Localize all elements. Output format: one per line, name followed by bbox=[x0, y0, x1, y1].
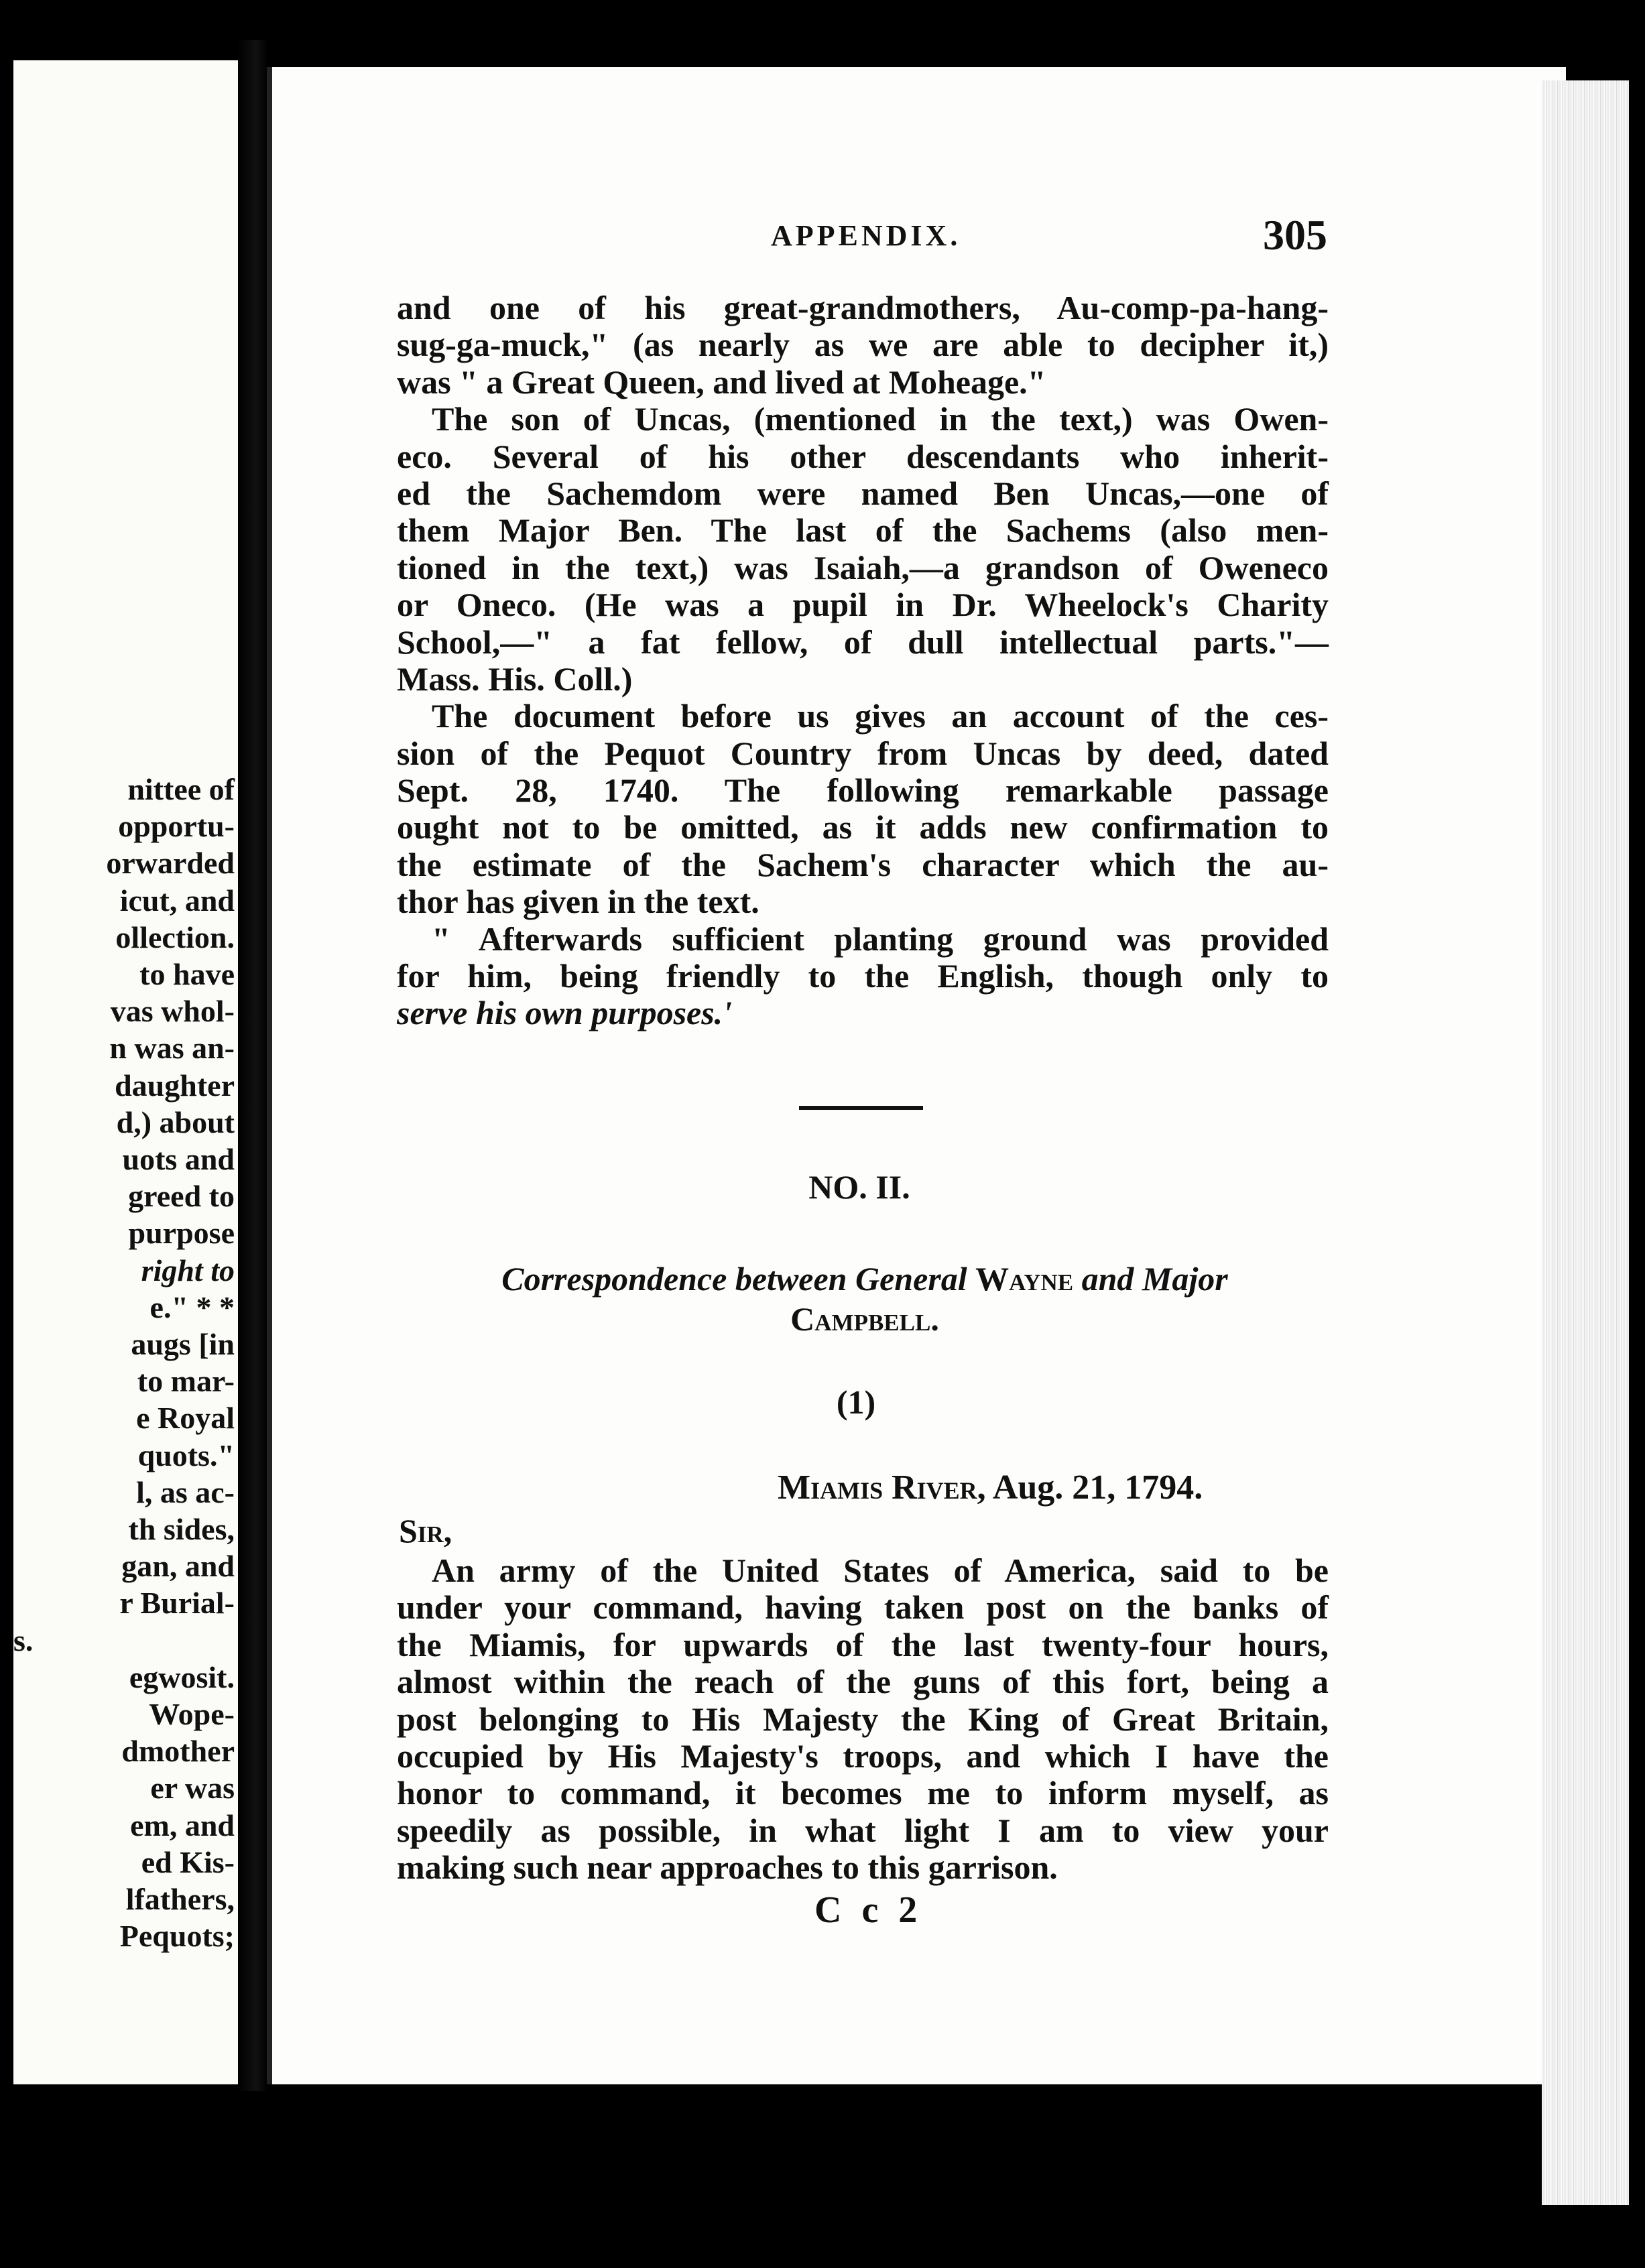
previous-page-line: right to bbox=[141, 1253, 235, 1287]
previous-page-line: icut, and bbox=[119, 883, 235, 918]
letter-line: speedily as possible, in what light I am to view your bbox=[397, 1811, 1329, 1849]
quote-line: for him, being friendly to the English, though only to bbox=[397, 957, 1329, 995]
previous-page-line: gan, and bbox=[121, 1549, 235, 1584]
previous-page-line: ollection. bbox=[115, 920, 235, 954]
text-line: Mass. His. Coll.) bbox=[397, 659, 633, 698]
previous-page-line: daughter bbox=[115, 1068, 235, 1102]
previous-page-line: augs [in bbox=[131, 1327, 235, 1362]
previous-page-line: d,) about bbox=[116, 1105, 235, 1139]
letter-line: occupied by His Majesty's troops, and which I have the bbox=[397, 1737, 1329, 1775]
text-line: tioned in the text,) was Isaiah,—a grandson of Oweneco bbox=[397, 548, 1329, 586]
text-line: ed the Sachemdom were named Ben Uncas,—one of bbox=[397, 474, 1329, 512]
body-text bbox=[397, 290, 1329, 1032]
previous-page-line: vas whol- bbox=[110, 994, 235, 1029]
previous-page-line: quots." bbox=[137, 1438, 235, 1472]
letter-line: the Miamis, for upwards of the last twenty-four hours, bbox=[397, 1625, 1329, 1663]
section-title-text: and Major bbox=[1081, 1260, 1228, 1298]
dateline-date: Aug. 21, 1794. bbox=[992, 1468, 1203, 1507]
previous-page-line: opportu- bbox=[118, 809, 235, 844]
text-line: was " a Great Queen, and lived at Moheage." bbox=[397, 363, 1046, 401]
previous-page-line: ed Kis- bbox=[141, 1844, 235, 1879]
text-line: them Major Ben. The last of the Sachems (also men- bbox=[397, 511, 1329, 550]
letter-line: honor to command, it becomes me to inform myself, as bbox=[397, 1774, 1329, 1812]
previous-page-line: e." * * bbox=[149, 1289, 235, 1324]
previous-page-line: Wope- bbox=[149, 1697, 235, 1732]
previous-page-line: e Royal bbox=[136, 1401, 235, 1436]
previous-page-line: greed to bbox=[128, 1179, 235, 1214]
book-gutter bbox=[238, 40, 268, 2091]
text-line: eco. Several of his other descendants who inherit- bbox=[397, 437, 1329, 475]
section-divider bbox=[799, 1106, 923, 1110]
running-head: APPENDIX. bbox=[771, 219, 961, 252]
previous-page bbox=[13, 60, 238, 2084]
previous-page-line: em, and bbox=[130, 1808, 235, 1842]
page-edges bbox=[1542, 80, 1629, 2205]
section-title-name: Campbell. bbox=[790, 1300, 939, 1338]
text-line: sion of the Pequot Country from Uncas by deed, dated bbox=[397, 734, 1329, 772]
letter-line: making such near approaches to this garrison. bbox=[397, 1848, 1058, 1887]
letter-salutation: Sir, bbox=[399, 1512, 452, 1550]
previous-page-line: uots and bbox=[122, 1142, 235, 1177]
section-title-name: Wayne bbox=[975, 1260, 1074, 1298]
text-line: sug-ga-muck," (as nearly as we are able to decipher it,) bbox=[397, 326, 1329, 364]
signature-mark: C c 2 bbox=[814, 1889, 923, 1931]
letter-text bbox=[397, 1552, 1329, 1887]
previous-page-line: dmother bbox=[121, 1734, 235, 1769]
previous-page-line: s. bbox=[13, 1623, 34, 1657]
letter-dateline bbox=[778, 1468, 1203, 1507]
previous-page-line: lfathers, bbox=[125, 1882, 235, 1917]
page-number: 305 bbox=[1263, 211, 1327, 259]
section-number: NO. II. bbox=[808, 1168, 910, 1206]
page-header bbox=[771, 211, 1327, 261]
text-line: ought not to be omitted, as it adds new confirmation to bbox=[397, 808, 1329, 846]
previous-page-line: to mar- bbox=[137, 1364, 235, 1399]
previous-page-line: Pequots; bbox=[119, 1919, 235, 1954]
quote-line: " Afterwards sufficient planting ground was provided bbox=[432, 920, 1329, 958]
text-line: The son of Uncas, (mentioned in the text,) was Owen- bbox=[432, 400, 1329, 438]
previous-page-line: to have bbox=[139, 957, 235, 992]
previous-page-line: n was an- bbox=[109, 1031, 235, 1066]
text-line: Sept. 28, 1740. The following remarkable passage bbox=[397, 771, 1329, 810]
letter-line: almost within the reach of the guns of this fort, being a bbox=[397, 1663, 1329, 1701]
section-title-text: Correspondence between General bbox=[501, 1260, 967, 1298]
text-line: School,—" a fat fellow, of dull intellectual parts."— bbox=[397, 623, 1329, 661]
previous-page-line: r Burial- bbox=[119, 1586, 235, 1621]
text-line: or Oneco. (He was a pupil in Dr. Wheelock's Charity bbox=[397, 586, 1329, 624]
previous-page-line: er was bbox=[150, 1771, 235, 1806]
previous-page-line: nittee of bbox=[127, 772, 235, 806]
section-title bbox=[416, 1259, 1314, 1339]
previous-page-line: egwosit. bbox=[129, 1659, 235, 1694]
previous-page-line: orwarded bbox=[106, 846, 235, 881]
letter-number: (1) bbox=[836, 1383, 876, 1421]
letter-line: post belonging to His Majesty the King of Great Britain, bbox=[397, 1700, 1329, 1738]
previous-page-line: purpose bbox=[128, 1216, 235, 1251]
text-line: The document before us gives an account of the ces- bbox=[432, 697, 1329, 735]
previous-page-text bbox=[13, 771, 238, 1955]
text-line: the estimate of the Sachem's character which the au- bbox=[397, 845, 1329, 883]
previous-page-line: l, as ac- bbox=[136, 1474, 235, 1509]
quote-line: serve his own purposes.' bbox=[397, 994, 733, 1032]
text-line: thor has given in the text. bbox=[397, 883, 759, 921]
dateline-place: Miamis River, bbox=[778, 1468, 986, 1507]
letter-line: An army of the United States of America, said to be bbox=[432, 1552, 1329, 1589]
letter-line: under your command, having taken post on the banks of bbox=[397, 1588, 1329, 1627]
previous-page-line: th sides, bbox=[128, 1512, 235, 1547]
text-line: and one of his great-grandmothers, Au-comp-pa-hang- bbox=[397, 289, 1329, 326]
